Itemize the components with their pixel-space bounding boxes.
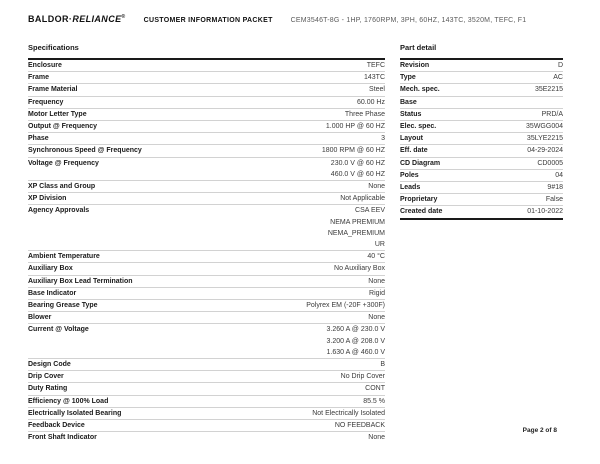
row-values [89, 324, 385, 358]
row-value: 85.5 % [363, 397, 385, 405]
table-row [28, 96, 385, 108]
row-label: Enclosure [28, 62, 62, 69]
row-value: 9#18 [547, 184, 563, 192]
row-values [100, 251, 385, 262]
row-values [437, 194, 563, 205]
table-row [400, 193, 563, 205]
row-value: Not Applicable [340, 195, 385, 203]
row-values [419, 170, 563, 181]
row-label: Electrically Isolated Bearing [28, 409, 122, 417]
table-row [400, 157, 563, 169]
table-row [28, 250, 385, 262]
row-value: 1.000 HP @ 60 HZ [325, 123, 385, 131]
table-row [28, 287, 385, 299]
row-value: Rigid [369, 289, 385, 297]
row-label: Auxiliary Box Lead Termination [28, 277, 133, 285]
row-values [49, 133, 385, 144]
row-value: 35WGG004 [526, 123, 563, 131]
row-values [62, 60, 385, 71]
row-label: Elec. spec. [400, 123, 437, 131]
row-value: No Auxiliary Box [334, 265, 385, 273]
row-values [63, 97, 385, 108]
row-values [89, 205, 385, 250]
table-row [28, 358, 385, 370]
table-row [400, 205, 563, 217]
table-row [28, 180, 385, 192]
table-row [400, 60, 563, 71]
row-label: Frame [28, 74, 50, 82]
row-label: XP Division [28, 195, 67, 203]
row-label: Phase [28, 135, 49, 143]
registered-mark-icon: ® [121, 14, 126, 20]
row-value: None [368, 277, 385, 285]
row-value: 460.0 V @ 60 HZ [330, 170, 385, 178]
part-detail-table [400, 58, 563, 220]
row-values [440, 158, 563, 169]
row-value: CONT [365, 385, 385, 393]
row-value: 3 [381, 135, 385, 143]
row-label: Mech. spec. [400, 86, 440, 94]
table-row [400, 83, 563, 95]
row-values [97, 121, 385, 132]
row-label: Blower [28, 314, 52, 322]
row-values [97, 432, 385, 443]
row-values [121, 408, 385, 419]
row-label: Current @ Voltage [28, 326, 89, 334]
row-value: CD0005 [537, 159, 563, 167]
table-row [28, 323, 385, 358]
row-values [428, 145, 563, 156]
table-row [400, 169, 563, 181]
table-row [28, 275, 385, 287]
table-row [28, 157, 385, 180]
row-value: PRD/A [541, 110, 563, 118]
table-row [28, 431, 385, 443]
row-values [429, 60, 563, 71]
row-value: False [545, 196, 563, 204]
row-value: No Drip Cover [340, 373, 385, 381]
row-value: 1.630 A @ 460.0 V [326, 348, 385, 356]
row-value: 04-29-2024 [527, 147, 563, 155]
row-value: 01-10-2022 [527, 208, 563, 216]
row-label: Created date [400, 208, 443, 216]
table-row [400, 71, 563, 83]
page-header [28, 14, 580, 24]
row-label: Drip Cover [28, 373, 64, 381]
table-row [28, 395, 385, 407]
row-value: 04 [555, 171, 563, 179]
row-values [436, 121, 563, 132]
row-values [87, 109, 385, 120]
row-label: Agency Approvals [28, 207, 90, 215]
document-title: CUSTOMER INFORMATION PACKET [143, 17, 273, 24]
page-number: Page 2 of 8 [522, 427, 557, 434]
row-value: NO FEEDBACK [334, 422, 385, 430]
table-row [28, 419, 385, 431]
row-label: Front Shaft Indicator [28, 434, 97, 442]
brand-separator: · [68, 14, 73, 24]
row-value: 3.200 A @ 208.0 V [326, 337, 385, 345]
table-row [28, 60, 385, 71]
row-label: Duty Rating [28, 385, 68, 393]
table-row [28, 132, 385, 144]
row-values [416, 72, 563, 83]
row-label: Synchronous Speed @ Frequency [28, 147, 142, 155]
row-label: Layout [400, 135, 423, 143]
row-values [423, 133, 563, 144]
row-label: Proprietary [400, 196, 438, 204]
specifications-title: Specifications [28, 43, 79, 52]
row-values [64, 371, 385, 382]
row-label: Output @ Frequency [28, 123, 98, 131]
row-value: D [557, 62, 563, 69]
table-row [28, 262, 385, 274]
row-value: AC [553, 74, 563, 82]
table-row [28, 311, 385, 323]
row-values [76, 288, 385, 299]
table-row [400, 96, 563, 108]
table-row [28, 204, 385, 250]
part-detail-title: Part detail [400, 43, 437, 52]
row-value: CSA EEV [355, 207, 385, 215]
row-label: Eff. date [400, 147, 428, 155]
row-value: 3.260 A @ 230.0 V [326, 326, 385, 334]
row-label: Motor Letter Type [28, 110, 87, 118]
product-description: CEM3546T-8G - 1HP, 1760RPM, 3PH, 60HZ, 143TC, 3520M, TEFC, F1 [290, 17, 527, 24]
row-value: NEMA_PREMIUM [327, 229, 385, 237]
row-value: TEFC [366, 62, 385, 69]
row-value: None [368, 434, 385, 442]
row-value: Three Phase [344, 110, 385, 118]
row-value: 143TC [363, 74, 385, 82]
table-row [28, 192, 385, 204]
row-label: Type [400, 74, 416, 82]
table-row [400, 120, 563, 132]
row-value: UR [374, 241, 385, 249]
table-row [400, 132, 563, 144]
row-values [108, 396, 385, 407]
row-label: Ambient Temperature [28, 253, 100, 261]
specifications-table [28, 58, 385, 444]
row-values [420, 182, 563, 193]
table-row [28, 407, 385, 419]
row-values [67, 383, 385, 394]
row-values [440, 84, 563, 95]
table-row [28, 108, 385, 120]
row-values [77, 84, 385, 95]
table-row [400, 144, 563, 156]
row-label: Design Code [28, 361, 71, 369]
row-label: Status [400, 110, 422, 118]
row-values [98, 300, 385, 311]
brand-logo [28, 14, 126, 24]
row-value: Polyrex EM (-20F +300F) [306, 302, 385, 310]
brand-baldor: BALDOR [28, 14, 69, 24]
row-values [66, 193, 385, 204]
row-values [51, 312, 385, 323]
table-row [28, 299, 385, 311]
row-value: 60.00 Hz [356, 98, 385, 106]
row-value: Not Electrically Isolated [312, 409, 385, 417]
row-value: 1800 RPM @ 60 HZ [321, 147, 385, 155]
row-label: Poles [400, 171, 419, 179]
table-row [400, 108, 563, 120]
row-values [142, 145, 385, 156]
row-values [85, 420, 385, 431]
row-values [421, 109, 563, 120]
row-values [442, 206, 563, 217]
row-value: 35LYE2215 [526, 135, 563, 143]
table-row [28, 83, 385, 95]
row-values [73, 263, 385, 274]
table-row [28, 370, 385, 382]
row-value: None [368, 314, 385, 322]
row-values [133, 276, 385, 287]
row-label: Frame Material [28, 86, 78, 94]
row-value: B [380, 361, 385, 369]
table-row [28, 120, 385, 132]
row-label: Base Indicator [28, 289, 77, 297]
row-label: Frequency [28, 98, 64, 106]
row-label: XP Class and Group [28, 183, 96, 191]
row-label: Auxiliary Box [28, 265, 73, 273]
row-label: Feedback Device [28, 422, 85, 430]
table-row [28, 382, 385, 394]
row-value: Steel [369, 86, 385, 94]
row-values [71, 359, 385, 370]
row-value: 35E2215 [534, 86, 563, 94]
row-label: Voltage @ Frequency [28, 159, 99, 167]
table-row [400, 181, 563, 193]
brand-reliance: RELIANCE [72, 14, 122, 24]
row-values [95, 181, 385, 192]
row-values [49, 72, 385, 83]
row-value: 230.0 V @ 60 HZ [330, 159, 385, 167]
row-label: Base [400, 98, 417, 106]
row-label: Revision [400, 62, 430, 69]
row-value: 40 °C [367, 253, 385, 261]
row-label: CD Diagram [400, 159, 441, 167]
table-row [28, 144, 385, 156]
row-label: Leads [400, 184, 421, 192]
table-row [28, 71, 385, 83]
row-label: Bearing Grease Type [28, 302, 98, 310]
row-value: NEMA PREMIUM [330, 218, 385, 226]
row-value: None [368, 183, 385, 191]
row-label: Efficiency @ 100% Load [28, 397, 109, 405]
row-values [99, 158, 385, 180]
